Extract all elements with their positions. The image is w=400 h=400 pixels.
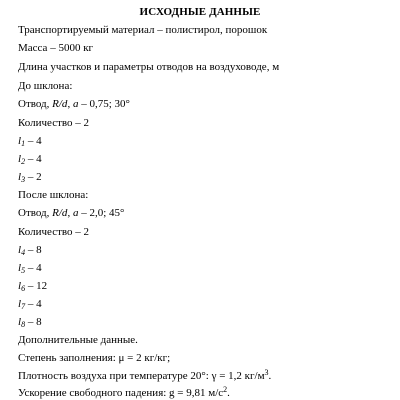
segment-index: 3 [21, 175, 26, 184]
after-header: После шклона: [18, 189, 89, 201]
before-bend-rd: R/d [52, 98, 68, 110]
segment-l2 [18, 152, 42, 166]
segment-l3 [18, 170, 42, 184]
segment-symbol: l [18, 135, 22, 147]
air-density-line [18, 369, 271, 383]
fill-degree-line: Степень заполнения: μ = 2 кг/кг; [18, 352, 171, 364]
before-bend-sep: , [67, 98, 73, 110]
document-title: ИСХОДНЫЕ ДАННЫЕ [139, 6, 261, 18]
before-bend-line [18, 97, 130, 111]
segment-symbol: l [18, 280, 22, 292]
after-bend-line [18, 206, 124, 220]
segment-l4 [18, 243, 42, 257]
segment-value: – 4 [25, 262, 42, 274]
segment-symbol: l [18, 298, 22, 310]
after-bend-a: a [72, 207, 79, 219]
segment-value: – 4 [25, 135, 42, 147]
after-bend-suffix: – 2,0; 45° [78, 207, 125, 219]
before-bend-suffix: – 0,75; 30° [78, 98, 130, 110]
after-bend-sep: , [67, 207, 73, 219]
segment-index: 1 [21, 139, 26, 148]
lengths-header: Длина участков и параметры отводов на воздуховоде, м [18, 61, 280, 73]
gravity-exponent: 2 [223, 385, 228, 394]
gravity-text: Ускорение свободного падения: g = 9,81 м/с [18, 387, 224, 399]
segment-value: – 4 [25, 298, 42, 310]
before-header: До шклона: [18, 80, 73, 92]
segment-value: – 12 [25, 280, 48, 292]
material-line: Транспортируемый материал – полистирол, порошок [18, 24, 268, 36]
before-bend-a: a [72, 98, 79, 110]
air-density-text: Плотность воздуха при температуре 20°: γ = 1,2 кг/м [18, 370, 265, 382]
segment-index: 7 [21, 302, 26, 311]
mass-line: Масса – 5000 кг [18, 42, 94, 54]
segment-index: 2 [21, 157, 26, 166]
after-bend-prefix: Отвод, [18, 207, 53, 219]
additional-header: Дополнительные данные. [18, 334, 138, 346]
segment-l1 [18, 134, 42, 148]
air-density-exponent: 3 [264, 368, 269, 377]
gravity-end: . [227, 387, 230, 399]
segment-symbol: l [18, 171, 22, 183]
segment-index: 5 [21, 266, 26, 275]
air-density-end: . [268, 370, 272, 382]
segment-l5 [18, 261, 42, 275]
segment-value: – 8 [25, 316, 42, 328]
after-bend-rd: R/d [52, 207, 68, 219]
segment-index: 8 [21, 320, 26, 329]
segment-symbol: l [18, 262, 22, 274]
segment-value: – 4 [25, 153, 42, 165]
segment-symbol: l [18, 244, 22, 256]
gravity-line [18, 386, 230, 400]
after-count-line: Количество – 2 [18, 226, 90, 238]
segment-l6 [18, 279, 47, 293]
segment-symbol: l [18, 316, 22, 328]
segment-l8 [18, 315, 42, 329]
segment-l7 [18, 297, 42, 311]
segment-index: 6 [21, 284, 26, 293]
segment-symbol: l [18, 153, 22, 165]
segment-value: – 2 [25, 171, 42, 183]
segment-index: 4 [21, 248, 26, 257]
segment-value: – 8 [25, 244, 42, 256]
before-bend-prefix: Отвод, [18, 98, 53, 110]
before-count-line: Количество – 2 [18, 117, 90, 129]
